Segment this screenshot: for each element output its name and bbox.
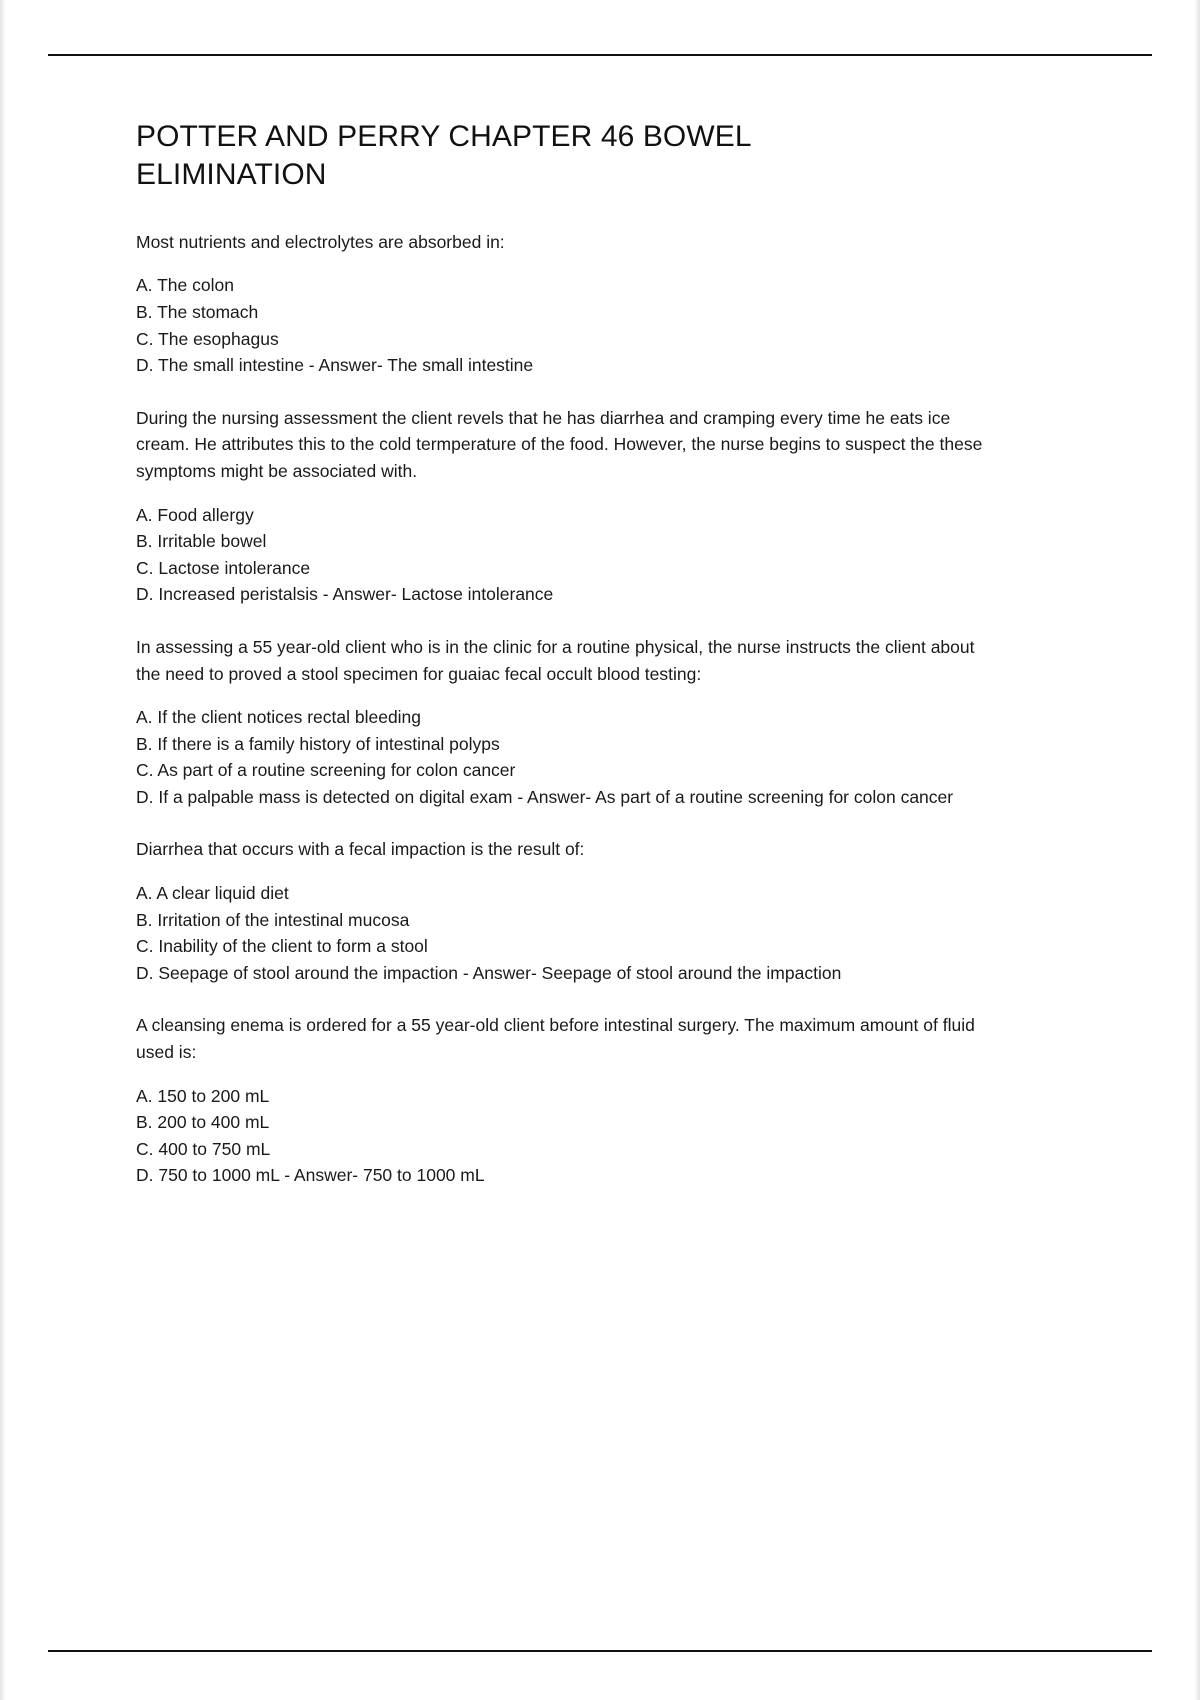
answer-options-group — [136, 272, 992, 378]
option-c: C. Inability of the client to form a stool — [136, 936, 428, 957]
option-d: D. Seepage of stool around the impaction - Answer- Seepage of stool around the impaction — [136, 962, 842, 983]
option-d: D. Increased peristalsis - Answer- Lactose intolerance — [136, 584, 554, 605]
question-block-1 — [136, 229, 992, 379]
option-d: D. 750 to 1000 mL - Answer- 750 to 1000 mL — [136, 1165, 485, 1186]
question-stem: Most nutrients and electrolytes are absorbed in: — [136, 231, 505, 252]
option-c: C. 400 to 750 mL — [136, 1138, 271, 1159]
option-a: A. The colon — [136, 275, 234, 296]
question-block-3 — [136, 634, 992, 811]
option-c: C. The esophagus — [136, 328, 279, 349]
option-d: D. If a palpable mass is detected on digital exam - Answer- As part of a routine screening for colon cancer — [136, 786, 954, 807]
answer-options-group — [136, 502, 992, 608]
question-stem: A cleansing enema is ordered for a 55 year-old client before intestinal surgery. The maximum amount of fluid used is: — [136, 1015, 975, 1063]
answer-options-group — [136, 1083, 992, 1189]
option-c: C. Lactose intolerance — [136, 557, 311, 578]
document-body — [136, 118, 992, 1189]
option-b: B. If there is a family history of intestinal polyps — [136, 733, 500, 754]
question-block-5 — [136, 1012, 992, 1189]
option-c: C. As part of a routine screening for colon cancer — [136, 760, 516, 781]
option-a: A. Food allergy — [136, 504, 254, 525]
header-divider-rule — [48, 54, 1152, 56]
option-a: A. 150 to 200 mL — [136, 1085, 270, 1106]
page-title: POTTER AND PERRY CHAPTER 46 BOWEL ELIMINATION — [136, 120, 751, 192]
option-b: B. Irritable bowel — [136, 531, 267, 552]
question-stem: In assessing a 55 year-old client who is in the clinic for a routine physical, the nurse instructs the client about the need to proved a stool specimen for guaiac fecal occult blood testing: — [136, 636, 975, 684]
option-b: B. The stomach — [136, 301, 259, 322]
option-a: A. If the client notices rectal bleeding — [136, 707, 422, 728]
question-stem: Diarrhea that occurs with a fecal impaction is the result of: — [136, 839, 585, 860]
question-block-4 — [136, 836, 992, 986]
option-d: D. The small intestine - Answer- The small intestine — [136, 355, 534, 376]
question-block-2 — [136, 405, 992, 608]
option-b: B. 200 to 400 mL — [136, 1112, 270, 1133]
footer-divider-rule — [48, 1650, 1152, 1652]
answer-options-group — [136, 704, 992, 810]
option-a: A. A clear liquid diet — [136, 883, 289, 904]
answer-options-group — [136, 880, 992, 986]
option-b: B. Irritation of the intestinal mucosa — [136, 909, 410, 930]
question-stem: During the nursing assessment the client revels that he has diarrhea and cramping every time he eats ice cream. He attributes this to the cold termperature of the food. However, the nurse begins to suspect the these symptoms might be associated with. — [136, 407, 983, 481]
